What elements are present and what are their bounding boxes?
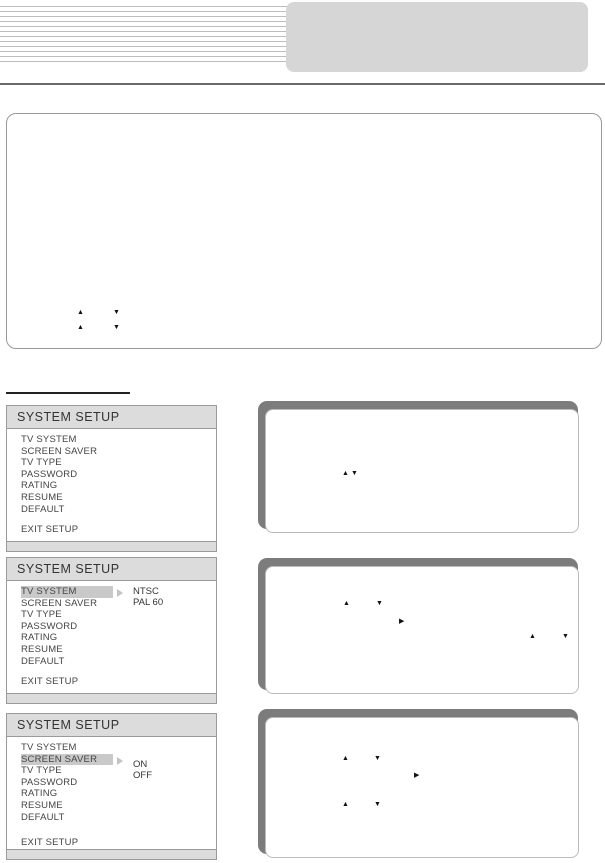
menu-item-rating[interactable]: RATING bbox=[21, 788, 58, 800]
option-pal60[interactable]: PAL 60 bbox=[133, 597, 164, 608]
up-arrow-icon: ▲ bbox=[77, 309, 84, 316]
menu-item-default[interactable]: DEFAULT bbox=[21, 655, 65, 667]
down-arrow-icon: ▼ bbox=[374, 801, 381, 808]
menu-item-resume[interactable]: RESUME bbox=[21, 491, 63, 503]
menu-item-tv-system[interactable]: TV SYSTEM bbox=[21, 742, 77, 753]
menu-item-password[interactable]: PASSWORD bbox=[21, 468, 78, 480]
menu-item-tv-type[interactable]: TV TYPE bbox=[21, 457, 62, 469]
submenu-options bbox=[133, 759, 152, 781]
option-ntsc[interactable]: NTSC bbox=[133, 586, 159, 597]
menu-item-password[interactable]: PASSWORD bbox=[21, 620, 78, 632]
option-off[interactable]: OFF bbox=[133, 770, 152, 781]
menu-items bbox=[21, 586, 113, 667]
down-arrow-icon: ▼ bbox=[113, 309, 120, 316]
header-tab bbox=[286, 2, 588, 72]
system-setup-menu-3 bbox=[6, 713, 217, 860]
menu-footer bbox=[7, 693, 216, 703]
down-arrow-icon: ▼ bbox=[562, 633, 569, 640]
note-card-2 bbox=[258, 558, 578, 690]
menu-item-default[interactable]: DEFAULT bbox=[21, 503, 65, 515]
menu-item-exit-setup[interactable]: EXIT SETUP bbox=[21, 676, 79, 687]
up-arrow-icon: ▲ bbox=[343, 600, 350, 607]
intro-box bbox=[6, 113, 602, 349]
menu-item-tv-type[interactable]: TV TYPE bbox=[21, 609, 62, 621]
menu-item-resume[interactable]: RESUME bbox=[21, 643, 63, 655]
note-card-3 bbox=[258, 709, 578, 854]
menu-items bbox=[21, 434, 97, 515]
menu-footer bbox=[7, 541, 216, 551]
right-arrow-icon: ▶ bbox=[414, 772, 420, 779]
up-arrow-icon: ▲ bbox=[342, 470, 349, 477]
menu-item-rating[interactable]: RATING bbox=[21, 480, 58, 492]
system-setup-menu-1 bbox=[6, 405, 217, 552]
menu-footer bbox=[7, 849, 216, 859]
submenu-options bbox=[133, 586, 163, 608]
menu-item-resume[interactable]: RESUME bbox=[21, 799, 63, 811]
menu-item-rating[interactable]: RATING bbox=[21, 632, 58, 644]
right-arrow-icon: ▶ bbox=[399, 618, 405, 625]
section-underline bbox=[6, 392, 130, 394]
menu-items bbox=[21, 742, 113, 823]
menu-item-screen-saver[interactable]: SCREEN SAVER bbox=[21, 597, 98, 609]
system-setup-menu-2 bbox=[6, 557, 217, 704]
down-arrow-icon: ▼ bbox=[113, 324, 120, 331]
down-arrow-icon: ▼ bbox=[376, 600, 383, 607]
menu-title: SYSTEM SETUP bbox=[7, 714, 216, 737]
up-arrow-icon: ▲ bbox=[342, 755, 349, 762]
menu-item-default[interactable]: DEFAULT bbox=[21, 811, 65, 823]
up-arrow-icon: ▲ bbox=[342, 801, 349, 808]
up-arrow-icon: ▲ bbox=[529, 633, 536, 640]
menu-item-screen-saver[interactable]: SCREEN SAVER bbox=[21, 754, 113, 766]
up-arrow-icon: ▲ bbox=[77, 324, 84, 331]
menu-item-exit-setup[interactable]: EXIT SETUP bbox=[21, 524, 79, 535]
menu-item-tv-system[interactable]: TV SYSTEM bbox=[21, 586, 113, 598]
menu-item-password[interactable]: PASSWORD bbox=[21, 776, 78, 788]
down-arrow-icon: ▼ bbox=[374, 755, 381, 762]
header-rule bbox=[0, 83, 605, 85]
menu-item-tv-type[interactable]: TV TYPE bbox=[21, 765, 62, 777]
down-arrow-icon: ▼ bbox=[351, 470, 358, 477]
menu-title: SYSTEM SETUP bbox=[7, 406, 216, 429]
submenu-arrow-icon bbox=[117, 757, 123, 765]
option-on[interactable]: ON bbox=[133, 759, 148, 770]
menu-title: SYSTEM SETUP bbox=[7, 558, 216, 581]
note-card-1 bbox=[258, 401, 578, 529]
menu-item-tv-system[interactable]: TV SYSTEM bbox=[21, 434, 77, 445]
menu-item-screen-saver[interactable]: SCREEN SAVER bbox=[21, 445, 98, 457]
submenu-arrow-icon bbox=[117, 589, 123, 597]
menu-item-exit-setup[interactable]: EXIT SETUP bbox=[21, 837, 79, 848]
header-stripes bbox=[0, 6, 300, 68]
